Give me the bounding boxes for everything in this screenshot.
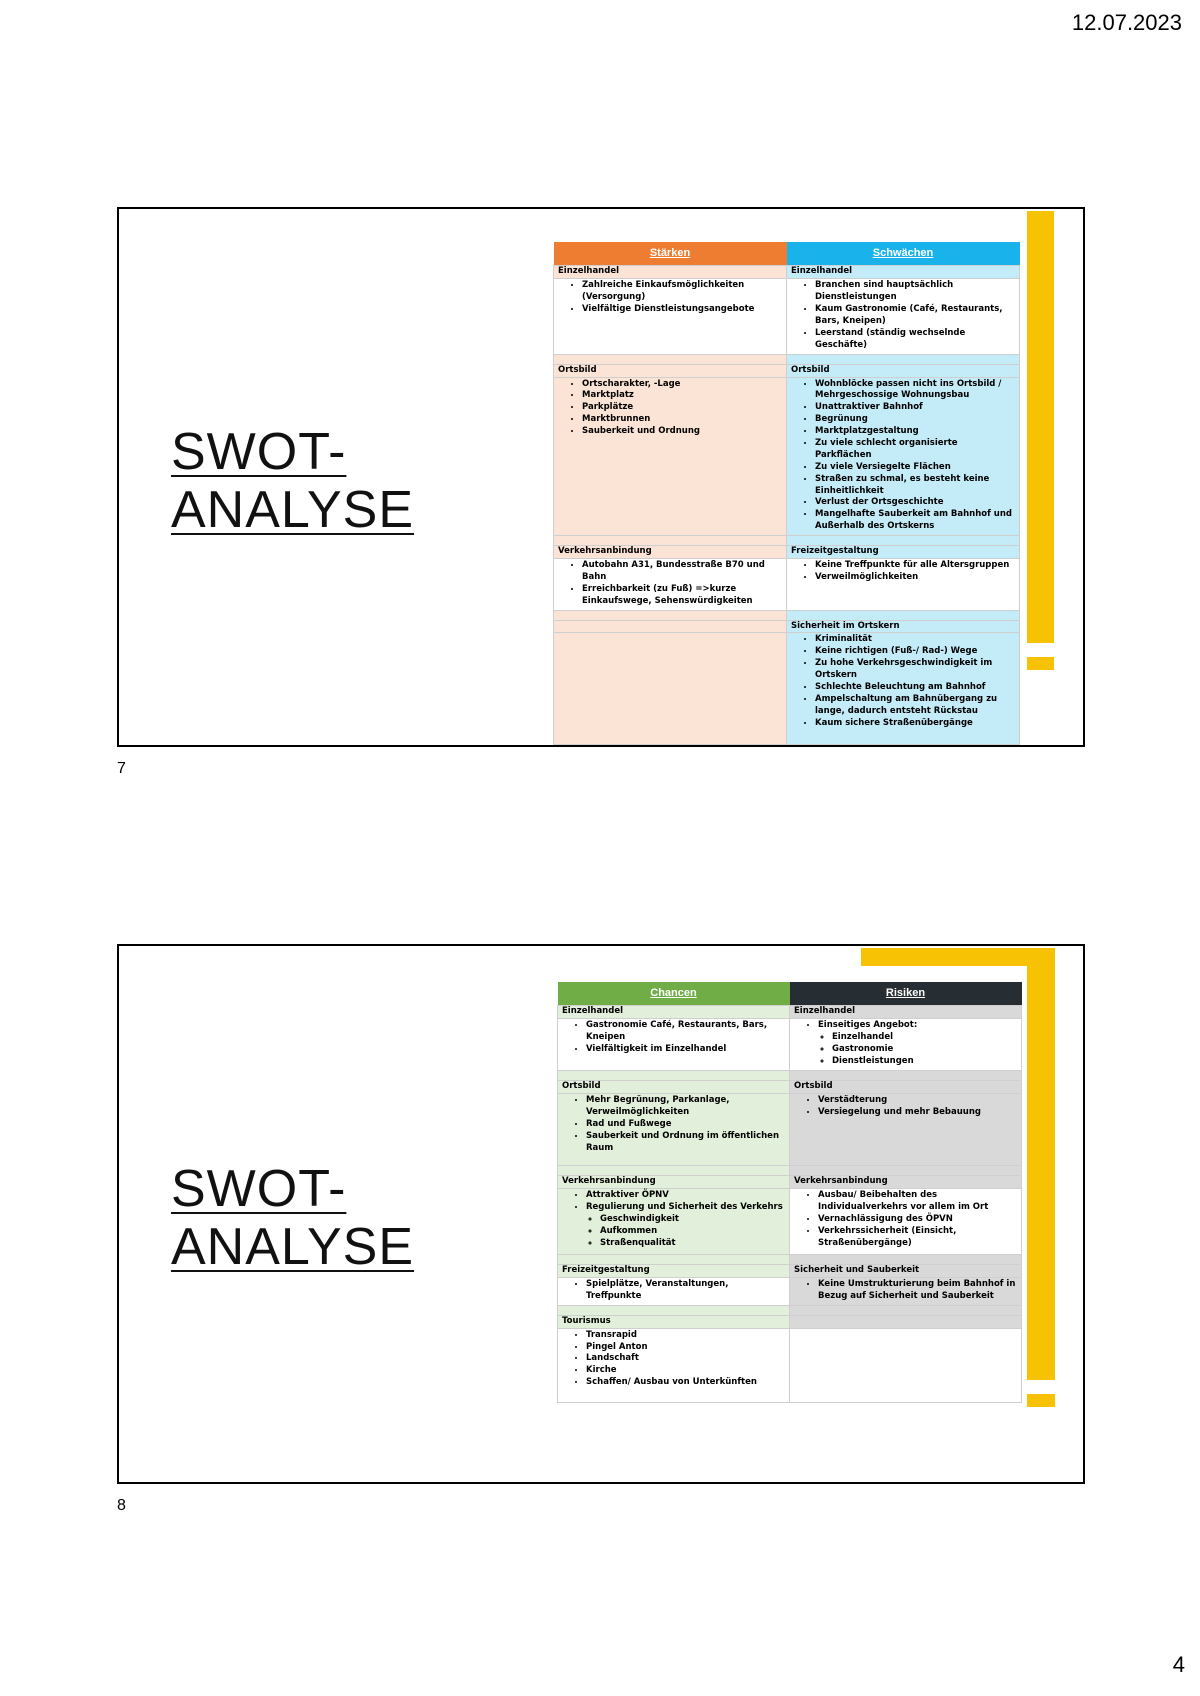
sub-bullet-item: ◦ Straßenqualität	[600, 1238, 785, 1250]
bullet-item	[815, 718, 1015, 730]
bullet-item	[582, 414, 782, 426]
bullet-list	[791, 634, 1015, 729]
section-content-row	[558, 1277, 1022, 1305]
bullet-list	[791, 560, 1015, 584]
slide-title	[171, 423, 414, 539]
bullet-text: Mangelhafte Sauberkeit am Bahnhof und Außerhalb des Ortskerns	[815, 509, 1012, 532]
bullet-item	[815, 426, 1015, 438]
spacer-cell	[558, 1166, 790, 1176]
left-section-content	[554, 377, 787, 536]
spacer-cell	[554, 536, 787, 546]
bullet-text: Gastronomie Café, Restaurants, Bars, Kneipen	[586, 1020, 768, 1043]
right-section-heading: Sicherheit im Ortskern	[787, 620, 1020, 633]
slide-number: 7	[117, 760, 126, 777]
bullet-item	[586, 1342, 785, 1354]
sub-bullet-item: ◦ Gastronomie	[832, 1044, 1017, 1056]
bullet-item	[586, 1279, 785, 1303]
column-header-weaknesses: Schwächen	[787, 242, 1020, 266]
bullet-text: Marktbrunnen	[582, 414, 651, 425]
bullet-item	[582, 426, 782, 438]
bullet-text: Zu viele Versiegelte Flächen	[815, 461, 951, 472]
bullet-item	[586, 1353, 785, 1365]
column-header-opportunities: Chancen	[558, 982, 790, 1006]
sub-bullet-item: ◦ Aufkommen	[600, 1226, 785, 1238]
bullet-list	[558, 379, 782, 438]
bullet-text: Keine richtigen (Fuß-/ Rad-) Wege	[815, 646, 978, 657]
bullet-list	[562, 1279, 785, 1303]
bullet-text: Pingel Anton	[586, 1341, 648, 1352]
bullet-item	[815, 497, 1015, 509]
bullet-text: Zu viele schlecht organisierte Parkflächen	[815, 437, 958, 460]
slide-title-line1: SWOT-	[171, 423, 347, 481]
spacer-cell	[787, 610, 1020, 620]
bullet-item	[815, 646, 1015, 658]
accent-bar-small	[1027, 1394, 1055, 1407]
bullet-text: Leerstand (ständig wechselnde Geschäfte)	[815, 327, 966, 350]
bullet-list	[558, 280, 782, 316]
bullet-item	[815, 414, 1015, 426]
bullet-item	[582, 390, 782, 402]
bullet-text: Zahlreiche Einkaufsmöglichkeiten (Versorgung)	[582, 280, 745, 303]
spacer-cell	[558, 1071, 790, 1081]
bullet-item	[815, 634, 1015, 646]
right-section-heading: Einzelhandel	[790, 1006, 1022, 1019]
bullet-item	[815, 438, 1015, 462]
section-content-row	[558, 1019, 1022, 1071]
bullet-text: Marktplatz	[582, 390, 634, 401]
bullet-item	[815, 462, 1015, 474]
accent-bar-horizontal	[861, 948, 1055, 966]
bullet-item	[586, 1377, 785, 1389]
spacer-cell	[787, 536, 1020, 546]
bullet-text: Schlechte Beleuchtung am Bahnhof	[815, 682, 986, 692]
left-section-heading: Verkehrsanbindung	[554, 546, 787, 559]
bullet-list	[791, 379, 1015, 534]
right-section-heading: Sicherheit und Sauberkeit	[790, 1265, 1022, 1278]
left-section-heading: Ortsbild	[558, 1081, 790, 1094]
bullet-text: Vernachlässigung des ÖPVN	[818, 1213, 953, 1224]
slide-title-line1: SWOT-	[171, 1160, 347, 1218]
bullet-item	[815, 280, 1015, 304]
section-heading-row	[558, 1176, 1022, 1189]
bullet-item	[815, 682, 1015, 694]
section-spacer-row	[558, 1305, 1022, 1315]
bullet-item	[586, 1119, 785, 1131]
bullet-item	[815, 694, 1015, 718]
spacer-cell	[554, 354, 787, 364]
swot-table-opportunities-threats	[557, 982, 1022, 1403]
left-section-heading: Ortsbild	[554, 364, 787, 377]
bullet-list	[562, 1095, 785, 1154]
left-section-content	[554, 279, 787, 354]
sub-bullet-item: ◦ Einzelhandel	[832, 1032, 1017, 1044]
right-section-content	[787, 279, 1020, 354]
section-spacer-row	[554, 354, 1020, 364]
column-header-strengths: Stärken	[554, 242, 787, 266]
bullet-text: Straßen zu schmal, es besteht keine Einheitlichkeit	[815, 473, 990, 496]
bullet-item	[586, 1044, 785, 1056]
bullet-text: Regulierung und Sicherheit des Verkehrs	[586, 1201, 783, 1212]
bullet-text: Kriminalität	[815, 634, 872, 645]
bullet-text: Einseitiges Angebot:	[818, 1020, 918, 1031]
sub-bullet-item: ◦ Geschwindigkeit	[600, 1214, 785, 1226]
section-heading-row	[558, 1265, 1022, 1278]
right-section-heading: Einzelhandel	[787, 266, 1020, 279]
section-heading-row	[554, 266, 1020, 279]
bullet-text: Verstädterung	[818, 1095, 888, 1106]
section-heading-row	[558, 1081, 1022, 1094]
slide-number: 8	[117, 1497, 126, 1514]
slide-8	[117, 944, 1085, 1484]
bullet-text: Parkplätze	[582, 402, 634, 413]
spacer-cell	[558, 1255, 790, 1265]
right-section-content	[790, 1328, 1022, 1402]
spacer-cell	[790, 1166, 1022, 1176]
left-section-content	[558, 1328, 790, 1402]
bullet-text: Ampelschaltung am Bahnübergang zu lange, dadurch entsteht Rückstau	[815, 693, 998, 716]
section-spacer-row	[558, 1255, 1022, 1265]
bullet-text: Begrünung	[815, 414, 868, 425]
bullet-item	[582, 379, 782, 391]
bullet-item	[815, 328, 1015, 352]
bullet-item	[818, 1214, 1017, 1226]
section-heading-row	[554, 620, 1020, 633]
section-content-row	[554, 279, 1020, 354]
bullet-text: Unattraktiver Bahnhof	[815, 402, 923, 413]
bullet-text: Keine Treffpunkte für alle Altersgruppen	[815, 559, 1010, 570]
section-content-row	[558, 1094, 1022, 1166]
left-section-heading: Freizeitgestaltung	[558, 1265, 790, 1278]
bullet-list	[562, 1330, 785, 1389]
bullet-list	[794, 1020, 1017, 1068]
bullet-text: Ausbau/ Beibehalten des Individualverkehrs vor allem im Ort	[818, 1190, 989, 1212]
section-heading-row	[554, 364, 1020, 377]
bullet-item	[586, 1131, 785, 1155]
bullet-item	[815, 304, 1015, 328]
left-section-heading	[554, 620, 787, 633]
bullet-item	[582, 402, 782, 414]
bullet-item	[815, 658, 1015, 682]
bullet-item	[586, 1330, 785, 1342]
spacer-cell	[790, 1071, 1022, 1081]
bullet-item	[818, 1226, 1017, 1250]
bullet-text: Transrapid	[586, 1329, 637, 1340]
section-heading-row	[558, 1315, 1022, 1328]
bullet-text: Kirche	[586, 1365, 617, 1376]
page-number: 4	[1172, 1652, 1185, 1677]
bullet-text: Verlust der Ortsgeschichte	[815, 497, 944, 508]
bullet-text: Verkehrssicherheit (Einsicht, Straßenübergänge)	[818, 1225, 957, 1248]
bullet-text: Rad und Fußwege	[586, 1118, 672, 1129]
bullet-text: Spielplätze, Veranstaltungen, Treffpunkte	[586, 1278, 729, 1301]
bullet-list	[794, 1095, 1017, 1119]
bullet-text: Sauberkeit und Ordnung im öffentlichen Raum	[586, 1130, 779, 1153]
right-section-heading: Ortsbild	[787, 364, 1020, 377]
section-spacer-row	[554, 610, 1020, 620]
bullet-text: Vielfältigkeit im Einzelhandel	[586, 1044, 727, 1055]
bullet-text: Branchen sind hauptsächlich Dienstleistungen	[815, 280, 954, 303]
left-section-heading: Verkehrsanbindung	[558, 1176, 790, 1189]
sub-bullet-list	[818, 1032, 1017, 1068]
spacer-cell	[787, 354, 1020, 364]
right-section-content	[787, 558, 1020, 610]
section-content-row	[554, 633, 1020, 745]
bullet-text: Ortscharakter, -Lage	[582, 378, 681, 389]
bullet-text: Zu hohe Verkehrsgeschwindigkeit im Ortskern	[815, 658, 993, 681]
bullet-item	[818, 1279, 1017, 1303]
bullet-item	[818, 1190, 1017, 1214]
bullet-item	[815, 379, 1015, 403]
bullet-list	[562, 1020, 785, 1056]
section-spacer-row	[558, 1166, 1022, 1176]
bullet-item	[586, 1365, 785, 1377]
bullet-item	[815, 560, 1015, 572]
right-section-heading: Freizeitgestaltung	[787, 546, 1020, 559]
spacer-cell	[790, 1255, 1022, 1265]
bullet-item	[815, 572, 1015, 584]
bullet-text: Sauberkeit und Ordnung	[582, 426, 700, 437]
swot-table-strengths-weaknesses	[553, 242, 1020, 745]
bullet-text: Verweilmöglichkeiten	[815, 571, 919, 582]
bullet-text: Versiegelung und mehr Bebauung	[818, 1107, 981, 1118]
bullet-text: Mehr Begrünung, Parkanlage, Verweilmöglichkeiten	[586, 1095, 730, 1118]
left-section-content	[558, 1277, 790, 1305]
bullet-text: Landschaft	[586, 1353, 639, 1364]
slide-title-line2: ANALYSE	[171, 1218, 415, 1277]
right-section-content	[790, 1189, 1022, 1255]
bullet-item	[586, 1020, 785, 1044]
bullet-text: Marktplatzgestaltung	[815, 426, 919, 437]
accent-bar-vertical	[1027, 211, 1054, 643]
left-section-content	[558, 1189, 790, 1255]
column-header-threats: Risiken	[790, 982, 1022, 1006]
accent-bar-small	[1027, 657, 1054, 670]
sub-bullet-list	[586, 1214, 785, 1250]
spacer-cell	[790, 1305, 1022, 1315]
right-section-heading: Verkehrsanbindung	[790, 1176, 1022, 1189]
bullet-text: Vielfältige Dienstleistungsangebote	[582, 304, 755, 315]
bullet-list	[562, 1190, 785, 1249]
bullet-item	[582, 560, 782, 584]
bullet-text: Wohnblöcke passen nicht ins Ortsbild / Mehrgeschossige Wohnungsbau	[815, 378, 1002, 401]
left-section-heading: Einzelhandel	[554, 266, 787, 279]
bullet-list	[558, 560, 782, 608]
left-section-heading: Tourismus	[558, 1315, 790, 1328]
left-section-heading: Einzelhandel	[558, 1006, 790, 1019]
bullet-item	[582, 280, 782, 304]
right-section-content	[790, 1019, 1022, 1071]
left-section-content	[554, 558, 787, 610]
bullet-list	[794, 1190, 1017, 1249]
slide-title	[171, 1160, 414, 1276]
section-content-row	[558, 1328, 1022, 1402]
section-content-row	[554, 377, 1020, 536]
spacer-cell	[558, 1305, 790, 1315]
sub-bullet-item: ◦ Dienstleistungen	[832, 1056, 1017, 1068]
bullet-item	[586, 1190, 785, 1202]
accent-bar-vertical	[1027, 948, 1055, 1380]
section-content-row	[554, 558, 1020, 610]
bullet-item	[815, 402, 1015, 414]
bullet-text: Kaum Gastronomie (Café, Restaurants, Bars, Kneipen)	[815, 304, 1003, 326]
right-section-content	[790, 1094, 1022, 1166]
right-section-heading	[790, 1315, 1022, 1328]
bullet-item	[586, 1202, 785, 1250]
section-content-row	[558, 1189, 1022, 1255]
slide-7	[117, 207, 1085, 747]
spacer-cell	[554, 610, 787, 620]
bullet-text: Autobahn A31, Bundesstraße B70 und Bahn	[582, 559, 765, 582]
bullet-item	[818, 1020, 1017, 1068]
bullet-text: Schaffen/ Ausbau von Unterkünften	[586, 1377, 757, 1388]
header-date: 12.07.2023	[1071, 10, 1182, 35]
bullet-item	[582, 584, 782, 608]
bullet-item	[582, 304, 782, 316]
bullet-item	[818, 1095, 1017, 1107]
right-section-content	[787, 377, 1020, 536]
right-section-heading: Ortsbild	[790, 1081, 1022, 1094]
bullet-item	[586, 1095, 785, 1119]
slide-title-line2: ANALYSE	[171, 481, 415, 540]
bullet-text: Erreichbarkeit (zu Fuß) =>kurze Einkaufswege, Sehenswürdigkeiten	[582, 583, 753, 606]
bullet-item	[815, 509, 1015, 533]
right-section-content	[790, 1277, 1022, 1305]
bullet-item	[815, 474, 1015, 498]
section-spacer-row	[554, 536, 1020, 546]
left-section-content	[558, 1019, 790, 1071]
section-heading-row	[558, 1006, 1022, 1019]
bullet-text: Kaum sichere Straßenübergänge	[815, 717, 973, 728]
bullet-list	[791, 280, 1015, 351]
right-section-content	[787, 633, 1020, 745]
bullet-text: Attraktiver ÖPNV	[586, 1190, 669, 1201]
bullet-text: Keine Umstrukturierung beim Bahnhof in Bezug auf Sicherheit und Sauberkeit	[818, 1278, 1016, 1301]
left-section-content	[554, 633, 787, 745]
section-heading-row	[554, 546, 1020, 559]
section-spacer-row	[558, 1071, 1022, 1081]
left-section-content	[558, 1094, 790, 1166]
bullet-list	[794, 1279, 1017, 1303]
bullet-item	[818, 1107, 1017, 1119]
